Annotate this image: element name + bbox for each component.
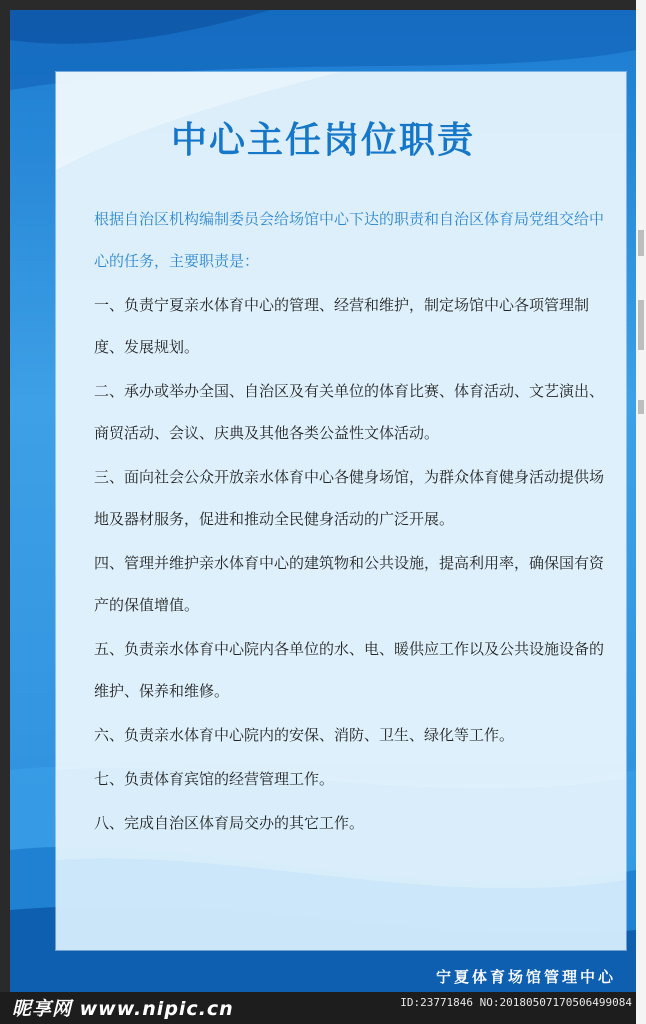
duty-item-7: 七、负责体育宾馆的经营管理工作。 (94, 770, 335, 788)
watermark-id: ID:23771846 NO:20180507170506499084 (400, 996, 632, 1009)
poster (10, 10, 636, 992)
strip-mark (638, 300, 644, 350)
watermark-logo: 昵享网 www.nipic.cn (12, 998, 234, 1020)
strip-mark (638, 230, 644, 256)
duty-item-3: 三、面向社会公众开放亲水体育中心各健身场馆，为群众体育健身活动提供场地及器材服务，促进和推动全民健身活动的广泛开展。 (94, 468, 605, 528)
duty-item-8: 八、完成自治区体育局交办的其它工作。 (94, 814, 365, 832)
duty-item-2: 二、承办或举办全国、自治区及有关单位的体育比赛、体育活动、文艺演出、商贸活动、会议、庆典及其他各类公益性文体活动。 (94, 382, 605, 442)
organization-name: 宁夏体育场馆管理中心 (435, 968, 616, 986)
duty-item-4: 四、管理并维护亲水体育中心的建筑物和公共设施，提高利用率，确保国有资产的保值增值。 (94, 554, 605, 614)
right-edge-strip (636, 0, 646, 1024)
duty-item-6: 六、负责亲水体育中心院内的安保、消防、卫生、绿化等工作。 (94, 726, 515, 744)
duty-item-1: 一、负责宁夏亲水体育中心的管理、经营和维护，制定场馆中心各项管理制度、发展规划。 (94, 296, 590, 356)
page-title: 中心主任岗位职责 (170, 120, 475, 161)
duty-list (94, 284, 608, 846)
strip-mark (638, 400, 644, 414)
duty-item-5: 五、负责亲水体育中心院内各单位的水、电、暖供应工作以及公共设施设备的维护、保养和维修。 (94, 640, 605, 700)
intro-paragraph: 根据自治区机构编制委员会给场馆中心下达的职责和自治区体育局党组交给中心的任务，主要职责是： (94, 210, 605, 270)
